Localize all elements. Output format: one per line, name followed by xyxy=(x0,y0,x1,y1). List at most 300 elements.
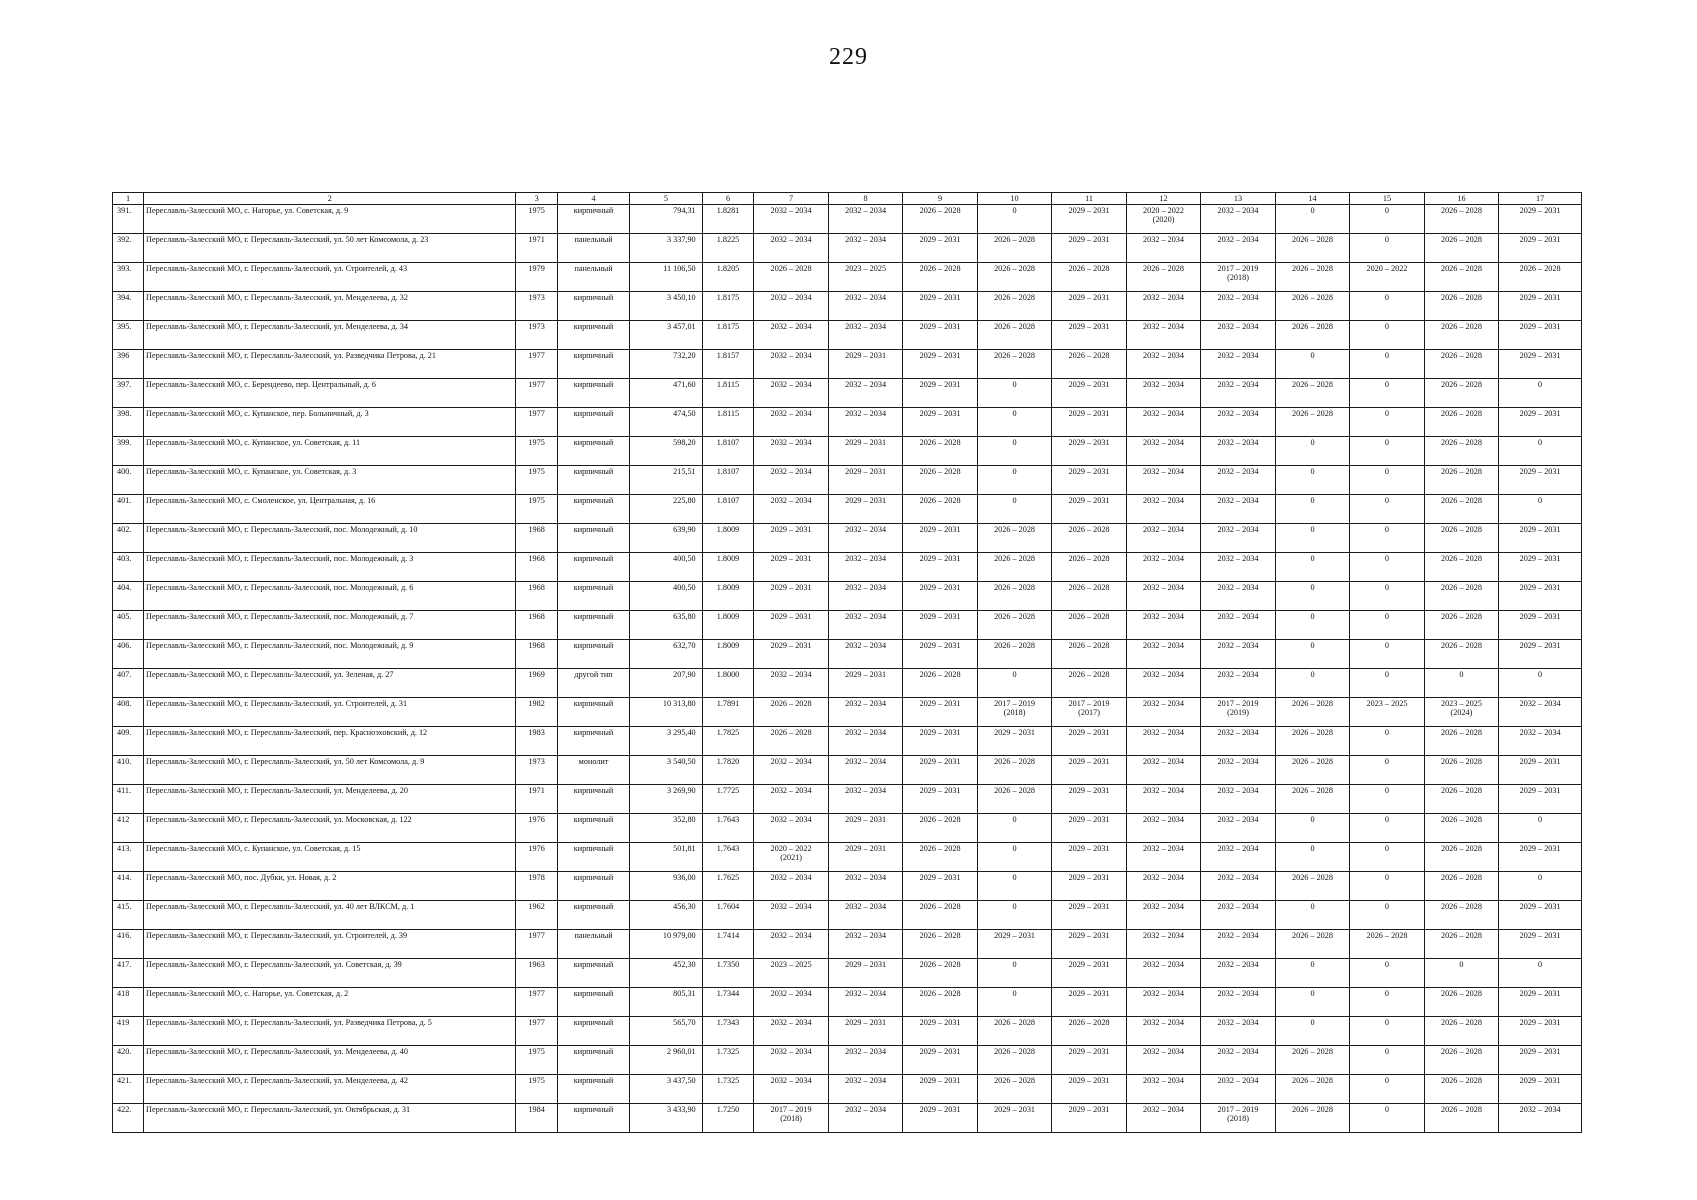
table-cell: кирпичный xyxy=(557,1046,629,1075)
table-cell: кирпичный xyxy=(557,988,629,1017)
table-cell: 1.8157 xyxy=(702,350,754,379)
table-cell: 1977 xyxy=(516,408,557,437)
table-cell: 1977 xyxy=(516,1017,557,1046)
table-cell: 2032 – 2034 xyxy=(1126,959,1200,988)
table-cell: 2032 – 2034 xyxy=(1201,437,1275,466)
table-cell: 0 xyxy=(1350,611,1424,640)
table-cell: 2032 – 2034 xyxy=(1126,1046,1200,1075)
table-cell: 0 xyxy=(1275,582,1349,611)
table-cell: другой тип xyxy=(557,669,629,698)
table-cell: 2032 – 2034 xyxy=(1201,234,1275,263)
table-cell: 2026 – 2028 xyxy=(977,640,1051,669)
table-cell: 2026 – 2028 xyxy=(1424,901,1498,930)
table-cell: 1977 xyxy=(516,379,557,408)
table-cell: 2017 – 2019 (2018) xyxy=(1201,263,1275,292)
table-cell: 416. xyxy=(113,930,144,959)
table-cell: 2032 – 2034 xyxy=(754,466,828,495)
table-cell: 2029 – 2031 xyxy=(903,698,977,727)
table-cell: 2029 – 2031 xyxy=(1499,756,1582,785)
table-cell: 2029 – 2031 xyxy=(1052,408,1126,437)
table-cell: 0 xyxy=(1350,466,1424,495)
table-cell: 2026 – 2028 xyxy=(977,524,1051,553)
table-cell: 411. xyxy=(113,785,144,814)
table-cell: 2029 – 2031 xyxy=(1499,321,1582,350)
table-cell: 1968 xyxy=(516,611,557,640)
table-row xyxy=(113,640,1582,669)
table-cell: 2029 – 2031 xyxy=(903,872,977,901)
table-cell: 2032 – 2034 xyxy=(1201,524,1275,553)
table-cell: 2026 – 2028 xyxy=(1424,524,1498,553)
table-cell: 2029 – 2031 xyxy=(977,727,1051,756)
table-cell: Переславль-Залесский МО, г. Переславль-Залесский, ул. Менделеева, д. 20 xyxy=(144,785,516,814)
table-cell: 2026 – 2028 xyxy=(977,553,1051,582)
table-cell: монолит xyxy=(557,756,629,785)
table-cell: 2032 – 2034 xyxy=(1201,321,1275,350)
table-cell: Переславль-Залесский МО, г. Переславль-Залесский, пос. Молодежный, д. 3 xyxy=(144,553,516,582)
table-cell: 0 xyxy=(1350,1046,1424,1075)
table-cell: 2032 – 2034 xyxy=(828,292,902,321)
table-cell: 398. xyxy=(113,408,144,437)
table-cell: 471,60 xyxy=(630,379,702,408)
table-cell: 2029 – 2031 xyxy=(903,1104,977,1133)
table-cell: 2026 – 2028 xyxy=(1275,785,1349,814)
table-cell: 2032 – 2034 xyxy=(1126,495,1200,524)
table-row xyxy=(113,321,1582,350)
table-cell: 0 xyxy=(1275,437,1349,466)
table-cell: 392. xyxy=(113,234,144,263)
table-cell: 2029 – 2031 xyxy=(1052,466,1126,495)
table-cell: 0 xyxy=(1350,1075,1424,1104)
table-cell: 225,80 xyxy=(630,495,702,524)
table-cell: 420. xyxy=(113,1046,144,1075)
table-cell: 2029 – 2031 xyxy=(754,640,828,669)
table-cell: 2032 – 2034 xyxy=(1201,669,1275,698)
table-cell: Переславль-Залесский МО, г. Переславль-Залесский, ул. 40 лет ВЛКСМ, д. 1 xyxy=(144,901,516,930)
table-cell: 2029 – 2031 xyxy=(1052,205,1126,234)
table-cell: 2032 – 2034 xyxy=(1126,843,1200,872)
table-cell: 2026 – 2028 xyxy=(1275,1104,1349,1133)
table-cell: 1.7350 xyxy=(702,959,754,988)
column-header: 5 xyxy=(630,193,702,205)
table-cell: 2029 – 2031 xyxy=(828,495,902,524)
table-cell: 2032 – 2034 xyxy=(828,205,902,234)
table-cell: 3 540,50 xyxy=(630,756,702,785)
table-cell: 1.7725 xyxy=(702,785,754,814)
table-cell: 2032 – 2034 xyxy=(754,321,828,350)
table-cell: 0 xyxy=(1275,901,1349,930)
table-cell: 632,70 xyxy=(630,640,702,669)
table-cell: 2026 – 2028 xyxy=(1424,292,1498,321)
table-cell: 2032 – 2034 xyxy=(754,408,828,437)
table-cell: 0 xyxy=(1275,814,1349,843)
table-cell: 0 xyxy=(977,814,1051,843)
table-cell: Переславль-Залесский МО, г. Переславль-Залесский, пос. Молодежный, д. 9 xyxy=(144,640,516,669)
table-cell: Переславль-Залесский МО, г. Переславль-Залесский, ул. Строителей, д. 39 xyxy=(144,930,516,959)
table-cell: Переславль-Залесский МО, г. Переславль-Залесский, пос. Молодежный, д. 7 xyxy=(144,611,516,640)
table-cell: 2026 – 2028 xyxy=(1424,756,1498,785)
table-cell: Переславль-Залесский МО, с. Смоленское, ул. Центральная, д. 16 xyxy=(144,495,516,524)
table-cell: Переславль-Залесский МО, с. Купанское, ул. Советская, д. 15 xyxy=(144,843,516,872)
table-cell: 2020 – 2022 (2020) xyxy=(1126,205,1200,234)
table-cell: 0 xyxy=(1350,1104,1424,1133)
table-cell: 2029 – 2031 xyxy=(754,611,828,640)
table-cell: 0 xyxy=(1350,872,1424,901)
table-cell: 2026 – 2028 xyxy=(1275,263,1349,292)
table-cell: 2029 – 2031 xyxy=(1499,988,1582,1017)
table-cell: 2032 – 2034 xyxy=(1126,292,1200,321)
table-cell: 2029 – 2031 xyxy=(1499,553,1582,582)
table-cell: 2029 – 2031 xyxy=(1499,292,1582,321)
table-row xyxy=(113,872,1582,901)
table-cell: 2032 – 2034 xyxy=(828,1075,902,1104)
table-cell: 2029 – 2031 xyxy=(828,669,902,698)
table-cell: 2032 – 2034 xyxy=(1201,872,1275,901)
table-cell: 2029 – 2031 xyxy=(1052,785,1126,814)
table-cell: 474,50 xyxy=(630,408,702,437)
table-cell: кирпичный xyxy=(557,379,629,408)
table-cell: 2029 – 2031 xyxy=(828,437,902,466)
table-cell: панельный xyxy=(557,263,629,292)
table-row xyxy=(113,379,1582,408)
table-cell: 1962 xyxy=(516,901,557,930)
table-row xyxy=(113,756,1582,785)
table-cell: 2029 – 2031 xyxy=(828,959,902,988)
table-cell: кирпичный xyxy=(557,872,629,901)
table-cell: 2032 – 2034 xyxy=(1126,553,1200,582)
table-cell: 1.7325 xyxy=(702,1046,754,1075)
table-cell: кирпичный xyxy=(557,1017,629,1046)
table-cell: 2026 – 2028 xyxy=(1424,727,1498,756)
table-row xyxy=(113,785,1582,814)
table-cell: 1975 xyxy=(516,437,557,466)
table-cell: 2029 – 2031 xyxy=(1052,756,1126,785)
table-cell: 2029 – 2031 xyxy=(903,553,977,582)
table-cell: 1.8009 xyxy=(702,553,754,582)
table-cell: 418 xyxy=(113,988,144,1017)
table-cell: 2026 – 2028 xyxy=(977,321,1051,350)
table-cell: 414. xyxy=(113,872,144,901)
table-row xyxy=(113,814,1582,843)
table-cell: 2026 – 2028 xyxy=(1275,321,1349,350)
table-cell: 0 xyxy=(1499,814,1582,843)
table-cell: Переславль-Залесский МО, г. Переславль-Залесский, пос. Молодежный, д. 10 xyxy=(144,524,516,553)
table-cell: 2029 – 2031 xyxy=(903,524,977,553)
table-cell: 3 295,40 xyxy=(630,727,702,756)
table-cell: 2032 – 2034 xyxy=(828,582,902,611)
table-cell: 2029 – 2031 xyxy=(828,814,902,843)
table-cell: 1.8225 xyxy=(702,234,754,263)
table-cell: 2029 – 2031 xyxy=(903,379,977,408)
table-cell: 2029 – 2031 xyxy=(828,1017,902,1046)
table-cell: 2032 – 2034 xyxy=(1126,234,1200,263)
table-cell: 2026 – 2028 xyxy=(1275,1075,1349,1104)
table-cell: 0 xyxy=(1350,553,1424,582)
table-cell: 2026 – 2028 xyxy=(903,669,977,698)
table-cell: 2029 – 2031 xyxy=(754,582,828,611)
table-cell: 395. xyxy=(113,321,144,350)
table-cell: 1983 xyxy=(516,727,557,756)
table-cell: панельный xyxy=(557,930,629,959)
table-cell: 2029 – 2031 xyxy=(1052,901,1126,930)
table-cell: 2029 – 2031 xyxy=(828,843,902,872)
table-cell: 2029 – 2031 xyxy=(903,727,977,756)
column-header: 4 xyxy=(557,193,629,205)
table-cell: 2029 – 2031 xyxy=(1052,321,1126,350)
table-cell: кирпичный xyxy=(557,843,629,872)
table-cell: 0 xyxy=(977,988,1051,1017)
table-cell: 0 xyxy=(977,959,1051,988)
table-cell: кирпичный xyxy=(557,959,629,988)
table-cell: 635,80 xyxy=(630,611,702,640)
table-cell: 2029 – 2031 xyxy=(1499,1075,1582,1104)
table-cell: 2026 – 2028 xyxy=(977,611,1051,640)
table-cell: 2026 – 2028 xyxy=(1052,582,1126,611)
table-cell: 452,30 xyxy=(630,959,702,988)
table-row xyxy=(113,524,1582,553)
table-cell: 2029 – 2031 xyxy=(903,292,977,321)
table-cell: 1.7325 xyxy=(702,1075,754,1104)
table-cell: 2029 – 2031 xyxy=(903,321,977,350)
table-row xyxy=(113,263,1582,292)
table-cell: Переславль-Залесский МО, г. Переславль-Залесский, ул. Менделеева, д. 34 xyxy=(144,321,516,350)
table-cell: Переславль-Залесский МО, пос. Дубки, ул. Новая, д. 2 xyxy=(144,872,516,901)
table-body xyxy=(113,205,1582,1133)
table-cell: 2032 – 2034 xyxy=(1126,524,1200,553)
table-cell: 2026 – 2028 xyxy=(1424,640,1498,669)
table-cell: 2032 – 2034 xyxy=(1126,669,1200,698)
table-cell: 352,80 xyxy=(630,814,702,843)
table-cell: 2026 – 2028 xyxy=(1126,263,1200,292)
table-cell: 2032 – 2034 xyxy=(1201,495,1275,524)
table-cell: 0 xyxy=(1275,959,1349,988)
table-cell: 2032 – 2034 xyxy=(828,379,902,408)
table-cell: 2032 – 2034 xyxy=(828,1046,902,1075)
table-cell: 0 xyxy=(1275,205,1349,234)
table-cell: 2029 – 2031 xyxy=(1499,785,1582,814)
table-cell: Переславль-Залесский МО, с. Купанское, пер. Больничный, д. 3 xyxy=(144,408,516,437)
table-cell: 1968 xyxy=(516,553,557,582)
table-cell: 2032 – 2034 xyxy=(754,901,828,930)
table-cell: 2020 – 2022 xyxy=(1350,263,1424,292)
table-cell: 2026 – 2028 xyxy=(1424,379,1498,408)
table-row xyxy=(113,350,1582,379)
table-cell: 0 xyxy=(977,205,1051,234)
table-cell: 2026 – 2028 xyxy=(903,901,977,930)
table-cell: Переславль-Залесский МО, г. Переславль-Залесский, пос. Молодежный, д. 6 xyxy=(144,582,516,611)
table-cell: кирпичный xyxy=(557,727,629,756)
table-row xyxy=(113,988,1582,1017)
table-cell: 2026 – 2028 xyxy=(1275,698,1349,727)
table-cell: 2029 – 2031 xyxy=(1052,930,1126,959)
table-row xyxy=(113,843,1582,872)
table-cell: 639,90 xyxy=(630,524,702,553)
table-cell: кирпичный xyxy=(557,205,629,234)
table-cell: 1.8281 xyxy=(702,205,754,234)
table-cell: 2026 – 2028 xyxy=(977,1017,1051,1046)
table-cell: кирпичный xyxy=(557,611,629,640)
table-cell: 1.7825 xyxy=(702,727,754,756)
table-cell: 0 xyxy=(1424,959,1498,988)
table-cell: 1.8107 xyxy=(702,437,754,466)
table-row xyxy=(113,234,1582,263)
table-cell: Переславль-Залесский МО, г. Переславль-Залесский, ул. Октябрьская, д. 31 xyxy=(144,1104,516,1133)
table-cell: 404. xyxy=(113,582,144,611)
table-cell: 403. xyxy=(113,553,144,582)
table-row xyxy=(113,553,1582,582)
table-cell: 2026 – 2028 xyxy=(1052,611,1126,640)
column-header: 17 xyxy=(1499,193,1582,205)
table-cell: 1.7344 xyxy=(702,988,754,1017)
table-cell: 2029 – 2031 xyxy=(1052,292,1126,321)
table-cell: кирпичный xyxy=(557,408,629,437)
table-cell: 2032 – 2034 xyxy=(1499,727,1582,756)
table-cell: 2026 – 2028 xyxy=(903,263,977,292)
table-cell: 1969 xyxy=(516,669,557,698)
table-cell: 1.7414 xyxy=(702,930,754,959)
table-cell: 399. xyxy=(113,437,144,466)
table-cell: 0 xyxy=(1350,379,1424,408)
table-cell: 2026 – 2028 xyxy=(977,350,1051,379)
table-cell: 2029 – 2031 xyxy=(903,640,977,669)
table-cell: 0 xyxy=(1350,640,1424,669)
table-row xyxy=(113,1046,1582,1075)
table-cell: 1968 xyxy=(516,582,557,611)
table-cell: 2029 – 2031 xyxy=(1052,988,1126,1017)
table-cell: 1973 xyxy=(516,756,557,785)
table-cell: 3 457,01 xyxy=(630,321,702,350)
column-header: 13 xyxy=(1201,193,1275,205)
table-cell: 2020 – 2022 (2021) xyxy=(754,843,828,872)
table-cell: 0 xyxy=(1275,553,1349,582)
table-cell: 1.8000 xyxy=(702,669,754,698)
table-cell: 805,31 xyxy=(630,988,702,1017)
table-cell: 2032 – 2034 xyxy=(754,379,828,408)
table-cell: Переславль-Залесский МО, г. Переславль-Залесский, ул. 50 лет Комсомола, д. 23 xyxy=(144,234,516,263)
table-cell: 11 106,50 xyxy=(630,263,702,292)
table-cell: 2032 – 2034 xyxy=(754,988,828,1017)
table-cell: 1.7604 xyxy=(702,901,754,930)
table-cell: Переславль-Залесский МО, г. Переславль-Залесский, ул. Строителей, д. 31 xyxy=(144,698,516,727)
table-cell: 2026 – 2028 xyxy=(1424,988,1498,1017)
table-cell: 0 xyxy=(977,379,1051,408)
table-cell: 2032 – 2034 xyxy=(1126,988,1200,1017)
table-cell: 2026 – 2028 xyxy=(977,785,1051,814)
table-cell: 2026 – 2028 xyxy=(1424,785,1498,814)
table-cell: 0 xyxy=(1275,350,1349,379)
table-cell: 3 437,50 xyxy=(630,1075,702,1104)
table-cell: 2029 – 2031 xyxy=(1052,959,1126,988)
table-row xyxy=(113,669,1582,698)
table-cell: 400,50 xyxy=(630,582,702,611)
table-cell: Переславль-Залесский МО, г. Переславль-Залесский, ул. Советская, д. 39 xyxy=(144,959,516,988)
table-cell: 1.7643 xyxy=(702,843,754,872)
table-cell: Переславль-Залесский МО, г. Переславль-Залесский, ул. 50 лет Комсомола, д. 9 xyxy=(144,756,516,785)
table-cell: 2017 – 2019 (2017) xyxy=(1052,698,1126,727)
table-cell: кирпичный xyxy=(557,495,629,524)
table-cell: 0 xyxy=(1275,843,1349,872)
table-cell: 1.8175 xyxy=(702,292,754,321)
table-cell: 2026 – 2028 xyxy=(1275,1046,1349,1075)
table-cell: 2032 – 2034 xyxy=(828,1104,902,1133)
table-cell: 1.8115 xyxy=(702,408,754,437)
table-cell: 2032 – 2034 xyxy=(1126,872,1200,901)
table-cell: 2032 – 2034 xyxy=(1201,350,1275,379)
table-cell: 2026 – 2028 xyxy=(1052,524,1126,553)
table-cell: 2026 – 2028 xyxy=(1424,1104,1498,1133)
table-row xyxy=(113,1104,1582,1133)
table-cell: кирпичный xyxy=(557,466,629,495)
table-cell: 0 xyxy=(1350,408,1424,437)
table-row xyxy=(113,1017,1582,1046)
table-cell: 1975 xyxy=(516,205,557,234)
table-cell: 2017 – 2019 (2018) xyxy=(1201,1104,1275,1133)
table-cell: 421. xyxy=(113,1075,144,1104)
table-cell: 0 xyxy=(1350,785,1424,814)
table-cell: 2026 – 2028 xyxy=(1275,930,1349,959)
table-cell: 0 xyxy=(1275,1017,1349,1046)
table-cell: 0 xyxy=(977,408,1051,437)
table-cell: 2032 – 2034 xyxy=(754,785,828,814)
table-cell: 2032 – 2034 xyxy=(1201,1075,1275,1104)
table-cell: кирпичный xyxy=(557,785,629,814)
table-cell: 2026 – 2028 xyxy=(1275,234,1349,263)
table-cell: 2026 – 2028 xyxy=(1424,872,1498,901)
table-cell: 2029 – 2031 xyxy=(1499,640,1582,669)
table-cell: 393. xyxy=(113,263,144,292)
table-cell: 1.8205 xyxy=(702,263,754,292)
table-cell: 394. xyxy=(113,292,144,321)
table-cell: 0 xyxy=(1350,727,1424,756)
table-cell: 2029 – 2031 xyxy=(1499,582,1582,611)
table-cell: 10 313,80 xyxy=(630,698,702,727)
table-cell: 2029 – 2031 xyxy=(1499,611,1582,640)
table-cell: 2029 – 2031 xyxy=(903,1046,977,1075)
table-cell: 0 xyxy=(1275,988,1349,1017)
table-cell: 2032 – 2034 xyxy=(1201,756,1275,785)
column-header: 3 xyxy=(516,193,557,205)
table-cell: 396 xyxy=(113,350,144,379)
table-cell: 405. xyxy=(113,611,144,640)
table-cell: Переславль-Залесский МО, г. Переславль-Залесский, ул. Менделеева, д. 42 xyxy=(144,1075,516,1104)
table-cell: 0 xyxy=(1499,379,1582,408)
table-cell: 2026 – 2028 xyxy=(977,263,1051,292)
table-cell: 2026 – 2028 xyxy=(1275,379,1349,408)
table-cell: 0 xyxy=(1350,1017,1424,1046)
column-header: 1 xyxy=(113,193,144,205)
table-cell: 2032 – 2034 xyxy=(1499,1104,1582,1133)
table-cell: 2032 – 2034 xyxy=(754,350,828,379)
table-cell: 2029 – 2031 xyxy=(828,466,902,495)
table-cell: кирпичный xyxy=(557,524,629,553)
column-header: 15 xyxy=(1350,193,1424,205)
table-cell: 0 xyxy=(1350,814,1424,843)
table-cell: 2026 – 2028 xyxy=(977,292,1051,321)
table-cell: 0 xyxy=(1350,582,1424,611)
table-cell: 0 xyxy=(1350,756,1424,785)
table-cell: 2032 – 2034 xyxy=(1126,640,1200,669)
table-cell: 417. xyxy=(113,959,144,988)
table-cell: 2032 – 2034 xyxy=(1201,379,1275,408)
table-cell: 456,30 xyxy=(630,901,702,930)
table-cell: кирпичный xyxy=(557,814,629,843)
table-cell: 1977 xyxy=(516,350,557,379)
table-cell: 1975 xyxy=(516,1075,557,1104)
table-cell: 0 xyxy=(1499,495,1582,524)
table-cell: 2032 – 2034 xyxy=(1126,321,1200,350)
table-cell: кирпичный xyxy=(557,698,629,727)
table-cell: 409. xyxy=(113,727,144,756)
column-header: 12 xyxy=(1126,193,1200,205)
